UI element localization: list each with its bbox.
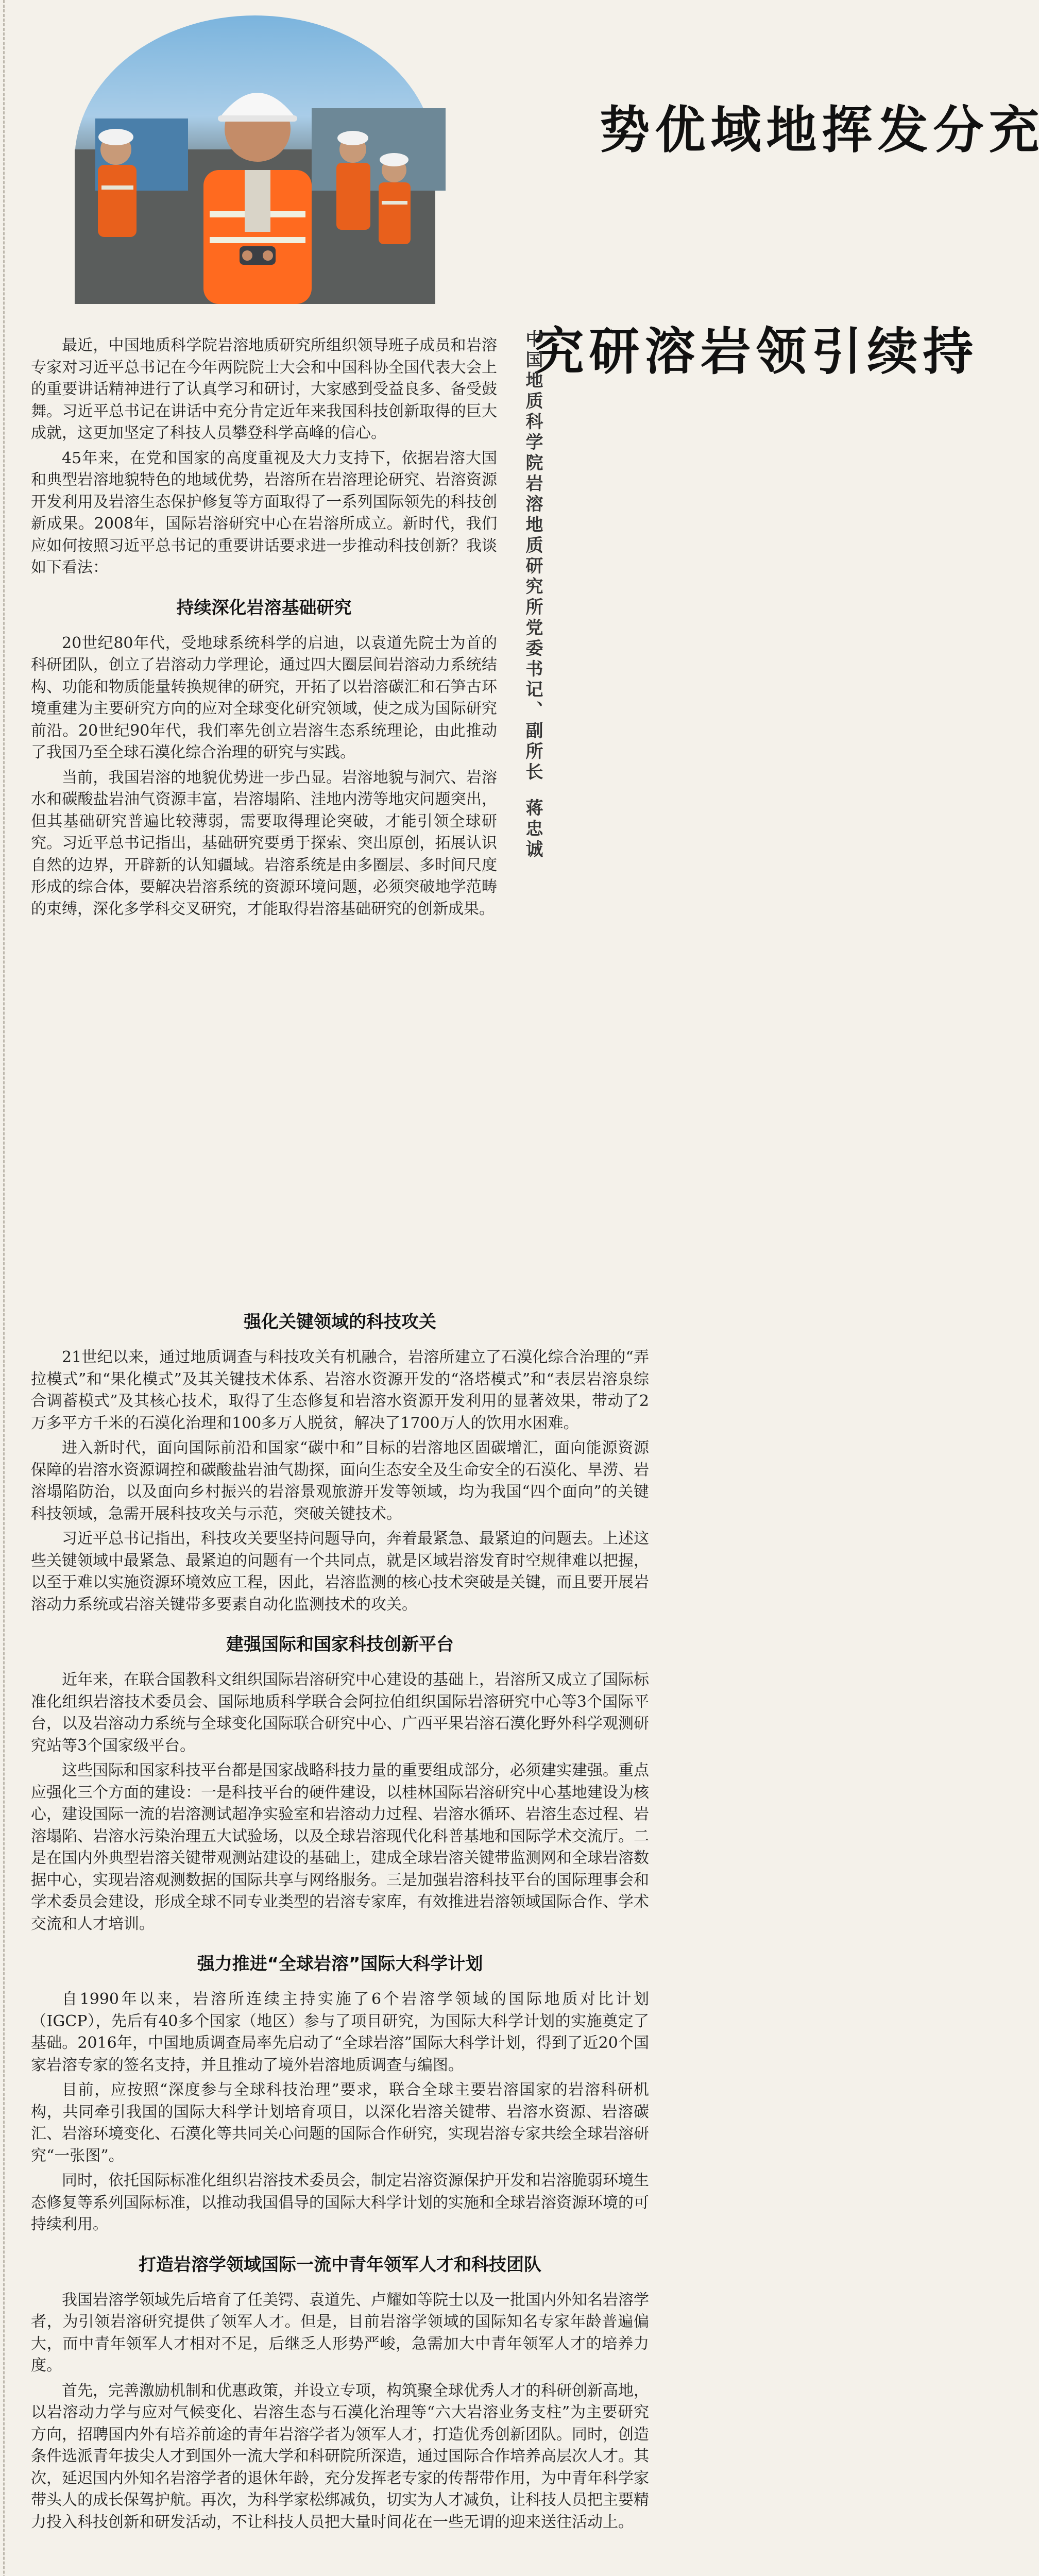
- article-narrow-column: [31, 335, 497, 923]
- headline-line-1: 充分发挥地域优势: [591, 103, 1039, 157]
- byline: [520, 330, 546, 860]
- headline-line-2: 持续引领岩溶研究: [525, 325, 973, 378]
- intro-paragraph: 45年来，在党和国家的高度重视及大力支持下，依据岩溶大国和典型岩溶地貌特色的地域优势，岩溶所在岩溶理论研究、岩溶资源开发利用及岩溶生态保护修复等方面取得了一系列国际领先的科技创新成果。2008年，国际岩溶研究中心在岩溶所成立。新时代，我们应如何按照习近平总书记的重要讲话要求进一步推动科技创新？我谈如下看法：: [31, 449, 497, 577]
- page-dashed-border: [3, 0, 5, 2576]
- section-heading: 强化关键领域的科技攻关: [244, 1312, 436, 1332]
- section-paragraph: 这些国际和国家科技平台都是国家战略科技力量的重要组成部分，必须建实建强。重点应强化三个方面的建设：一是科技平台的硬件建设，以桂林国际岩溶研究中心基地建设为核心，建设国际一流的岩溶测试超净实验室和岩溶动力过程、岩溶水循环、岩溶生态过程、岩溶塌陷、岩溶水污染治理五大试验场，以及全球岩溶现代化科普基地和国际学术交流厅。二是在国内外典型岩溶关键带观测站建设的基础上，建成全球岩溶关键带监测网和全球岩溶数据中心，实现岩溶观测数据的国际共享与网络服务。三是加强岩溶科技平台的国际理事会和学术委员会建设，形成全球不同专业类型的岩溶专家库，有效推进岩溶领域国际合作、学术交流和人才培训。: [31, 1761, 649, 1933]
- section-paragraph: 21世纪以来，通过地质调查与科技攻关有机融合，岩溶所建立了石漠化综合治理的“弄拉模式”和“果化模式”及其关键技术体系、岩溶水资源开发的“洛塔模式”和“表层岩溶泉综合调蓄模式”及其核心技术，取得了生态修复和岩溶水资源开发利用的显著效果，带动了2万多平方千米的石漠化治理和100多万人脱贫，解决了1700万人的饮用水困难。: [31, 1348, 649, 1432]
- section-paragraph: 首先，完善激励机制和优惠政策，并设立专项，构筑聚全球优秀人才的科研创新高地，以岩溶动力学与应对气候变化、岩溶生态与石漠化治理等“六大岩溶业务支柱”为主要研究方向，招聘国内外有培养前途的青年岩溶学者为领军人才，打造优秀创新团队。同时，创造条件选派青年拔尖人才到国外一流大学和科研院所深造，通过国际合作培养高层次人才。其次，延迟国内外知名岩溶学者的退休年龄，充分发挥老专家的传帮带作用，为中青年科学家带头人的成长保驾护航。再次，为科学家松绑减负，切实为人才减负，让科技人员把主要精力投入科技创新和研发活动，不让科技人员把大量时间花在一些无谓的迎来送往活动上。: [31, 2381, 649, 2531]
- section-paragraph: 自1990年以来，岩溶所连续主持实施了6个岩溶学领域的国际地质对比计划（IGCP），先后有40多个国家（地区）参与了项目研究，为国际大科学计划的实施奠定了基础。2016年，中国地质调查局率先启动了“全球岩溶”国际大科学计划，得到了近20个国家岩溶专家的签名支持，并且推动了境外岩溶地质调查与编图。: [31, 1990, 649, 2074]
- intro-paragraph: 最近，中国地质科学院岩溶地质研究所组织领导班子成员和岩溶专家对习近平总书记在今年两院院士大会和中国科协全国代表大会上的重要讲话精神进行了认真学习和研讨，大家感到受益良多、备受鼓舞。习近平总书记在讲话中充分肯定近年来我国科技创新取得的巨大成就，这更加坚定了科技人员攀登科学高峰的信心。: [31, 336, 497, 442]
- section-heading: 建强国际和国家科技创新平台: [226, 1634, 454, 1655]
- article-full-column: [31, 1293, 649, 2536]
- section-heading: 强力推进“全球岩溶”国际大科学计划: [197, 1954, 483, 1974]
- section-heading: 持续深化岩溶基础研究: [176, 597, 352, 618]
- header-photo: [75, 15, 435, 304]
- section-paragraph: 近年来，在联合国教科文组织国际岩溶研究中心建设的基础上，岩溶所又成立了国际标准化组织岩溶技术委员会、国际地质科学联合会阿拉伯组织国际岩溶研究中心等3个国际平台，以及岩溶动力系统与全球变化国际联合研究中心、广西平果岩溶石漠化野外科学观测研究站等3个国家级平台。: [31, 1671, 649, 1755]
- section-paragraph: 同时，依托国际标准化组织岩溶技术委员会，制定岩溶资源保护开发和岩溶脆弱环境生态修复等系列国际标准，以推动我国倡导的国际大科学计划的实施和全球岩溶资源环境的可持续利用。: [31, 2172, 649, 2233]
- section-paragraph: 20世纪80年代，受地球系统科学的启迪，以袁道先院士为首的科研团队，创立了岩溶动力学理论，通过四大圈层间岩溶动力系统结构、功能和物质能量转换规律的研究，开拓了以岩溶碳汇和石笋古环境重建为主要研究方向的应对全球变化研究领域，使之成为国际研究前沿。20世纪90年代，我们率先创立岩溶生态系统理论，由此推动了我国乃至全球石漠化综合治理的研究与实践。: [31, 634, 497, 761]
- section-heading: 打造岩溶学领域国际一流中青年领军人才和科技团队: [139, 2254, 541, 2275]
- section-paragraph: 我国岩溶学领域先后培育了任美锷、袁道先、卢耀如等院士以及一批国内外知名岩溶学者，为引领岩溶研究提供了领军人才。但是，目前岩溶学领域的国际知名专家年龄普遍偏大，而中青年领军人才相对不足，后继乏人形势严峻，急需加大中青年领军人才的培养力度。: [31, 2291, 649, 2375]
- section-paragraph: 习近平总书记指出，科技攻关要坚持问题导向，奔着最紧急、最紧迫的问题去。上述这些关键领域中最紧急、最紧迫的问题有一个共同点，就是区域岩溶发育时空规律难以把握，以至于难以实施资源环境效应工程，因此，岩溶监测的核心技术突破是关键，而且要开展岩溶动力系统或岩溶关键带多要素自动化监测技术的攻关。: [31, 1530, 649, 1614]
- byline-author: 蒋忠诚: [522, 799, 543, 860]
- section-paragraph: 进入新时代，面向国际前沿和国家“碳中和”目标的岩溶地区固碳增汇，面向能源资源保障的岩溶水资源调控和碳酸盐岩油气勘探，面向生态安全及生命安全的石漠化、旱涝、岩溶塌陷防治，以及面向乡村振兴的岩溶景观旅游开发等领域，均为我国“四个面向”的关键科技领域，急需开展科技攻关与示范，突破关键技术。: [31, 1439, 649, 1523]
- byline-title: 中国地质科学院岩溶地质研究所党委书记、副所长: [522, 330, 543, 783]
- section-paragraph: 当前，我国岩溶的地貌优势进一步凸显。岩溶地貌与洞穴、岩溶水和碳酸盐岩油气资源丰富，岩溶塌陷、洼地内涝等地灾问题突出，但其基础研究普遍比较薄弱，需要取得理论突破，才能引领全球研究。习近平总书记指出，基础研究要勇于探索、突出原创，拓展认识自然的边界，开辟新的认知疆域。岩溶系统是由多圈层、多时间尺度形成的综合体，要解决岩溶系统的资源环境问题，必须突破地学范畴的束缚，深化多学科交叉研究，才能取得岩溶基础研究的创新成果。: [31, 768, 497, 918]
- section-paragraph: 目前，应按照“深度参与全球科技治理”要求，联合全球主要岩溶国家的岩溶科研机构，共同牵引我国的国际大科学计划培育项目，以深化岩溶关键带、岩溶水资源、岩溶碳汇、岩溶环境变化、石漠化等共同关心问题的国际合作研究，实现岩溶专家共绘全球岩溶研究“一张图”。: [31, 2081, 649, 2165]
